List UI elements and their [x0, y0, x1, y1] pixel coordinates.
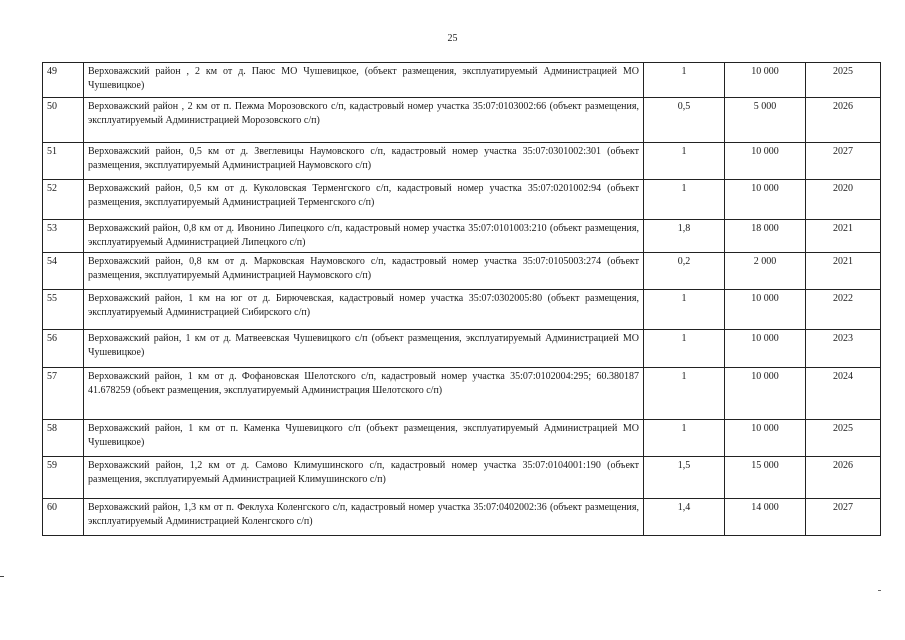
location-description-cell: Верховажский район , 2 км от д. Паюс МО Чушевицкое, (объект размещения, эксплуатируемый Администрацией МО Чушевицкое)	[84, 63, 644, 98]
volume-cell: 5 000	[725, 98, 806, 143]
year-cell: 2022	[806, 290, 881, 330]
location-description-cell: Верховажский район, 1 км от п. Каменка Чушевицкого с/п (объект размещения, эксплуатируемый Администрацией МО Чушевицкое)	[84, 420, 644, 457]
table-row	[43, 420, 881, 457]
area-cell: 1	[644, 180, 725, 220]
row-number-cell: 56	[43, 330, 84, 368]
area-cell: 1	[644, 420, 725, 457]
table-row	[43, 330, 881, 368]
location-description-cell: Верховажский район, 0,5 км от д. Звеглевицы Наумовского с/п, кадастровый номер участка 35:07:0301002:301 (объект размещения, эксплуатируемый Администрацией Наумовского с/п)	[84, 143, 644, 180]
location-description-cell: Верховажский район, 0,8 км от д. Ивонино Липецкого с/п, кадастровый номер участка 35:07:0101003:210 (объект размещения, эксплуатируемый Администрацией Липецкого с/п)	[84, 220, 644, 253]
row-number-cell: 60	[43, 499, 84, 536]
volume-cell: 15 000	[725, 457, 806, 499]
location-description-cell: Верховажский район, 1,2 км от д. Самово Климушинского с/п, кадастровый номер участка 35:07:0104001:190 (объект размещения, эксплуатируемый Администрацией Климушинского с/п)	[84, 457, 644, 499]
table-row	[43, 368, 881, 420]
volume-cell: 10 000	[725, 330, 806, 368]
location-description-cell: Верховажский район, 1 км от д. Фофановская Шелотского с/п, кадастровый номер участка 35:07:0102004:295; 60.380187 41.678259 (объект размещения, эксплуатируемый Администрация Шелотского с/п)	[84, 368, 644, 420]
year-cell: 2021	[806, 253, 881, 290]
scan-edge-mark	[0, 576, 4, 577]
page-number: 25	[447, 33, 458, 44]
volume-cell: 10 000	[725, 290, 806, 330]
year-cell: 2024	[806, 368, 881, 420]
row-number-cell: 54	[43, 253, 84, 290]
table-row	[43, 98, 881, 143]
row-number-cell: 58	[43, 420, 84, 457]
table-row	[43, 220, 881, 253]
volume-cell: 10 000	[725, 368, 806, 420]
year-cell: 2026	[806, 457, 881, 499]
area-cell: 1	[644, 143, 725, 180]
year-cell: 2025	[806, 420, 881, 457]
volume-cell: 18 000	[725, 220, 806, 253]
year-cell: 2023	[806, 330, 881, 368]
volume-cell: 14 000	[725, 499, 806, 536]
location-description-cell: Верховажский район, 1,3 км от п. Феклуха Коленгского с/п, кадастровый номер участка 35:07:0402002:36 (объект размещения, эксплуатируемый Администрацией Коленгского с/п)	[84, 499, 644, 536]
year-cell: 2027	[806, 143, 881, 180]
area-cell: 1,8	[644, 220, 725, 253]
area-cell: 1	[644, 330, 725, 368]
area-cell: 1	[644, 290, 725, 330]
scan-edge-mark	[878, 590, 881, 591]
area-cell: 0,2	[644, 253, 725, 290]
table-row	[43, 180, 881, 220]
row-number-cell: 49	[43, 63, 84, 98]
table-row	[43, 499, 881, 536]
row-number-cell: 57	[43, 368, 84, 420]
row-number-cell: 59	[43, 457, 84, 499]
row-number-cell: 53	[43, 220, 84, 253]
row-number-cell: 51	[43, 143, 84, 180]
row-number-cell: 50	[43, 98, 84, 143]
location-description-cell: Верховажский район, 1 км на юг от д. Бирючевская, кадастровый номер участка 35:07:0302005:80 (объект размещения, эксплуатируемый Администрацией Сибирского с/п)	[84, 290, 644, 330]
year-cell: 2020	[806, 180, 881, 220]
area-cell: 1,4	[644, 499, 725, 536]
table-row	[43, 253, 881, 290]
area-cell: 1	[644, 63, 725, 98]
year-cell: 2025	[806, 63, 881, 98]
row-number-cell: 52	[43, 180, 84, 220]
volume-cell: 10 000	[725, 63, 806, 98]
volume-cell: 10 000	[725, 143, 806, 180]
year-cell: 2021	[806, 220, 881, 253]
location-description-cell: Верховажский район, 1 км от д. Матвеевская Чушевицкого с/п (объект размещения, эксплуатируемый Администрацией МО Чушевицкое)	[84, 330, 644, 368]
area-cell: 1	[644, 368, 725, 420]
table-row	[43, 457, 881, 499]
location-description-cell: Верховажский район, 0,8 км от д. Марковская Наумовского с/п, кадастровый номер участка 35:07:0105003:274 (объект размещения, эксплуатируемый Администрацией Наумовского с/п)	[84, 253, 644, 290]
volume-cell: 10 000	[725, 180, 806, 220]
location-description-cell: Верховажский район, 0,5 км от д. Куколовская Терменгского с/п, кадастровый номер участка 35:07:0201002:94 (объект размещения, эксплуатируемый Администрацией Терменгского с/п)	[84, 180, 644, 220]
row-number-cell: 55	[43, 290, 84, 330]
table-row	[43, 290, 881, 330]
registry-table-body	[43, 63, 881, 536]
table-row	[43, 63, 881, 98]
volume-cell: 2 000	[725, 253, 806, 290]
table-row	[43, 143, 881, 180]
volume-cell: 10 000	[725, 420, 806, 457]
area-cell: 0,5	[644, 98, 725, 143]
area-cell: 1,5	[644, 457, 725, 499]
year-cell: 2027	[806, 499, 881, 536]
location-description-cell: Верховажский район , 2 км от п. Пежма Морозовского с/п, кадастровый номер участка 35:07:0103002:66 (объект размещения, эксплуатируемый Администрацией Морозовского с/п)	[84, 98, 644, 143]
registry-table	[42, 62, 881, 536]
year-cell: 2026	[806, 98, 881, 143]
